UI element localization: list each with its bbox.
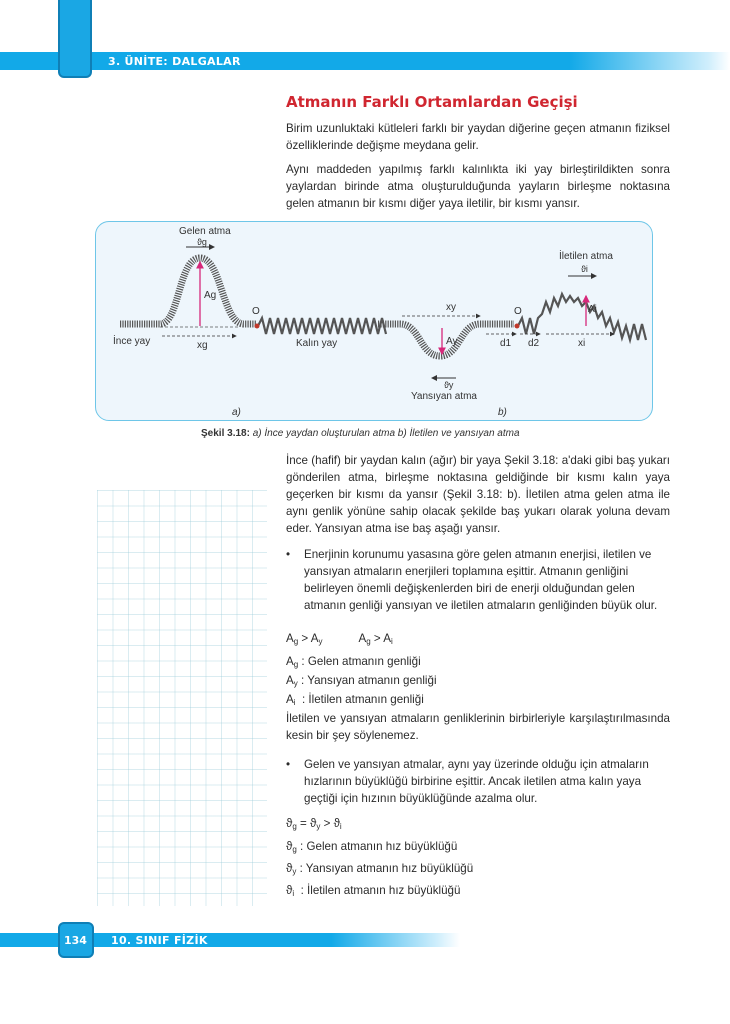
amplitude-note: İletilen ve yansıyan atmaların genliklerinin birbirleriyle karşılaştırılmasında kesin bir şey söylenemez.	[286, 712, 670, 742]
incident-pulse-label: Gelen atma	[179, 226, 231, 237]
velocity-def-g: $ϑ_g$ : Gelen atmanın hız büyüklüğü	[286, 840, 458, 854]
panel-b-label: b)	[498, 407, 507, 418]
transmitted-pulse-label: İletilen atma	[559, 251, 613, 262]
reflected-width-label: xy	[446, 302, 456, 313]
thin-spring-a	[120, 258, 256, 324]
thick-spring-label: Kalın yay	[296, 338, 338, 349]
incident-width-label: xg	[197, 340, 208, 351]
section-title: Atmanın Farklı Ortamlardan Geçişi	[286, 93, 578, 111]
transmitted-velocity-label: ϑi	[581, 264, 588, 274]
thick-spring-a	[258, 318, 386, 334]
thick-spring-b	[518, 294, 646, 340]
velocity-def-y: $ϑ_y$ : Yansıyan atmanın hız büyüklüğü	[286, 862, 474, 876]
reflected-amplitude-label: Ay	[446, 336, 458, 347]
thin-spring-label: İnce yay	[113, 336, 151, 347]
velocity-relation: $ϑ_g = ϑ_y > ϑ_i$	[286, 817, 342, 831]
spring-pulse-diagram	[0, 0, 730, 440]
transmitted-amplitude-label: Ai	[588, 304, 597, 315]
book-label: 10. SINIF FİZİK	[111, 934, 208, 947]
bullet-dot-icon: •	[286, 548, 291, 561]
amplitude-def-y: $A_y$ : Yansıyan atmanın genliği	[286, 674, 437, 688]
reflected-pulse-label: Yansıyan atma	[411, 391, 477, 402]
amplitude-def-i: $A_i$ : İletilen atmanın genliği	[286, 693, 424, 707]
caption-text: a) İnce yaydan oluşturulan atma b) İletilen ve yansıyan atma	[252, 428, 520, 439]
incident-amplitude-label: Ag	[204, 290, 217, 301]
bullet-velocity-text: Gelen ve yansıyan atmalar, aynı yay üzerinde olduğu için atmaların hızlarının büyüklüğü birbirine eşittir. Ancak iletilen atma kalın yaya geçtiği için hızının büyüklüğünde azalma olur.	[304, 758, 649, 805]
notes-grid	[97, 490, 267, 906]
d2-label: d2	[528, 338, 540, 349]
figure-caption	[201, 428, 520, 439]
junction-label-b: O	[514, 306, 522, 317]
bullet-energy-text: Enerjinin korunumu yasasına göre gelen atmanın enerjisi, iletilen ve yansıyan atmaların enerjileri toplamına eşittir. Atmanın genliğini belirleyen önemli değişkenlerden biri de enerji olduğundan gelen atmanın genliği yansıyan ve iletilen atmaların genliğinden büyük olur.	[304, 548, 658, 612]
amplitude-def-g: $A_g$ : Gelen atmanın genliği	[286, 655, 421, 669]
velocity-def-i: $ϑ_i$ : İletilen atmanın hız büyüklüğü	[286, 884, 461, 898]
reflected-velocity-label: ϑy	[444, 380, 454, 390]
unit-label: 3. ÜNİTE: DALGALAR	[108, 55, 241, 68]
intro-paragraph-2: Aynı maddeden yapılmış farklı kalınlıkta iki yay birleştirildikten sonra yaylardan birinde atma oluşturulduğunda yayların birleşme noktasına gelen atmanın bir kısmı diğer yaya iletilir, bir kısmı yansır.	[286, 163, 670, 210]
incident-velocity-label: ϑg	[197, 237, 207, 247]
intro-paragraph-1: Birim uzunluktaki kütleleri farklı bir yaydan diğerine geçen atmanın fiziksel özelliklerinde değişme meydana gelir.	[286, 122, 670, 152]
amplitude-relations: $A_g > A_y$ $A_g > A_i$	[286, 632, 393, 646]
page-number: 134	[64, 934, 87, 947]
bullet-velocity	[286, 756, 670, 807]
junction-label-a: O	[252, 306, 260, 317]
d1-label: d1	[500, 338, 512, 349]
transmitted-width-label: xi	[578, 338, 586, 349]
caption-number: Şekil 3.18:	[201, 428, 250, 439]
panel-a-label: a)	[232, 407, 241, 418]
body-paragraph: İnce (hafif) bir yaydan kalın (ağır) bir yaya Şekil 3.18: a'daki gibi baş yukarı gönderilen atma, birleşme noktasına geldiğinde bir kısmı kalın yaya geçerken bir kısmı da yansır (Şekil 3.18: b). İletilen atma gelen atma ile aynı genlik yönüne sahip olacak şekilde baş yukarı olarak yoluna devam eder. Yansıyan atma ise baş aşağı yansır.	[286, 454, 670, 535]
bullet-dot-icon: •	[286, 758, 291, 771]
bullet-energy	[286, 546, 670, 614]
